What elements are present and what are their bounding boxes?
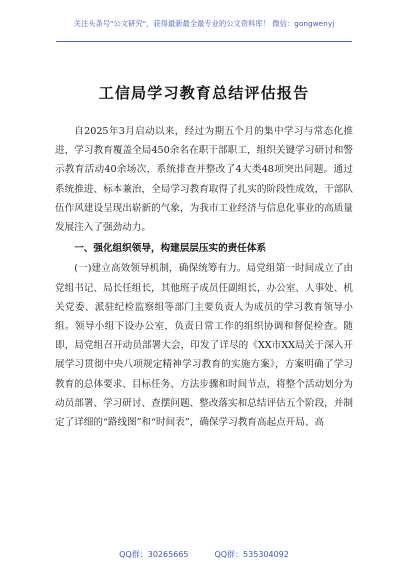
footer-qq-group-2: QQ群：535304092 (214, 550, 289, 559)
section-paragraph: (一)建立高效领导机制，确保统筹有力。局党组第一时间成立了由党组书记、局长任组长，其他班子成员任副组长，办公室、人事处、机关党委、派驻纪检监察组等部门主要负责人为成员的学习教育领导小组。领导小组下设办公室，负责日常工作的组织协调和督促检查。随即，局党组召开动员部署大会，印发了详尽的《XX市XX局关于深入开展学习贯彻中央八项规定精神学习教育的实施方案》，方案明确了学习教育的总体要求、目标任务、方法步骤和时间节点，将整个活动划分为动员部署、学习研讨、查摆问题、整改落实和总结评估五个阶段，并制定了详细的“路线图”和“时间表”，确保学习教育高起点开局、高 (55, 263, 353, 429)
intro-paragraph: 自2025年3月启动以来，经过为期五个月的集中学习与常态化推进，学习教育覆盖全局450余名在职干部职工，组织关键学习研讨和警示教育活动40余场次，系统排查并整改了4大类48项突出问题。通过系统推进、标本兼治，全局学习教育取得了扎实的阶段性成效，干部队伍作风建设呈现出崭新的气象，为我市工业经济与信息化事业的高质量发展注入了强劲动力。 (55, 126, 353, 234)
header-banner: 关注头条号"公文研究"，获得最新最全最专业的公文资料库！ 微信：gongwenyj (73, 19, 335, 28)
footer-contacts (0, 549, 408, 560)
document-body (55, 122, 353, 432)
footer-qq-group-1: QQ群：30265665 (119, 550, 189, 559)
document-title: 工信局学习教育总结评估报告 (98, 84, 310, 102)
header-divider (56, 41, 352, 42)
section-heading: 一、强化组织领导，构建层层压实的责任体系 (74, 243, 267, 255)
